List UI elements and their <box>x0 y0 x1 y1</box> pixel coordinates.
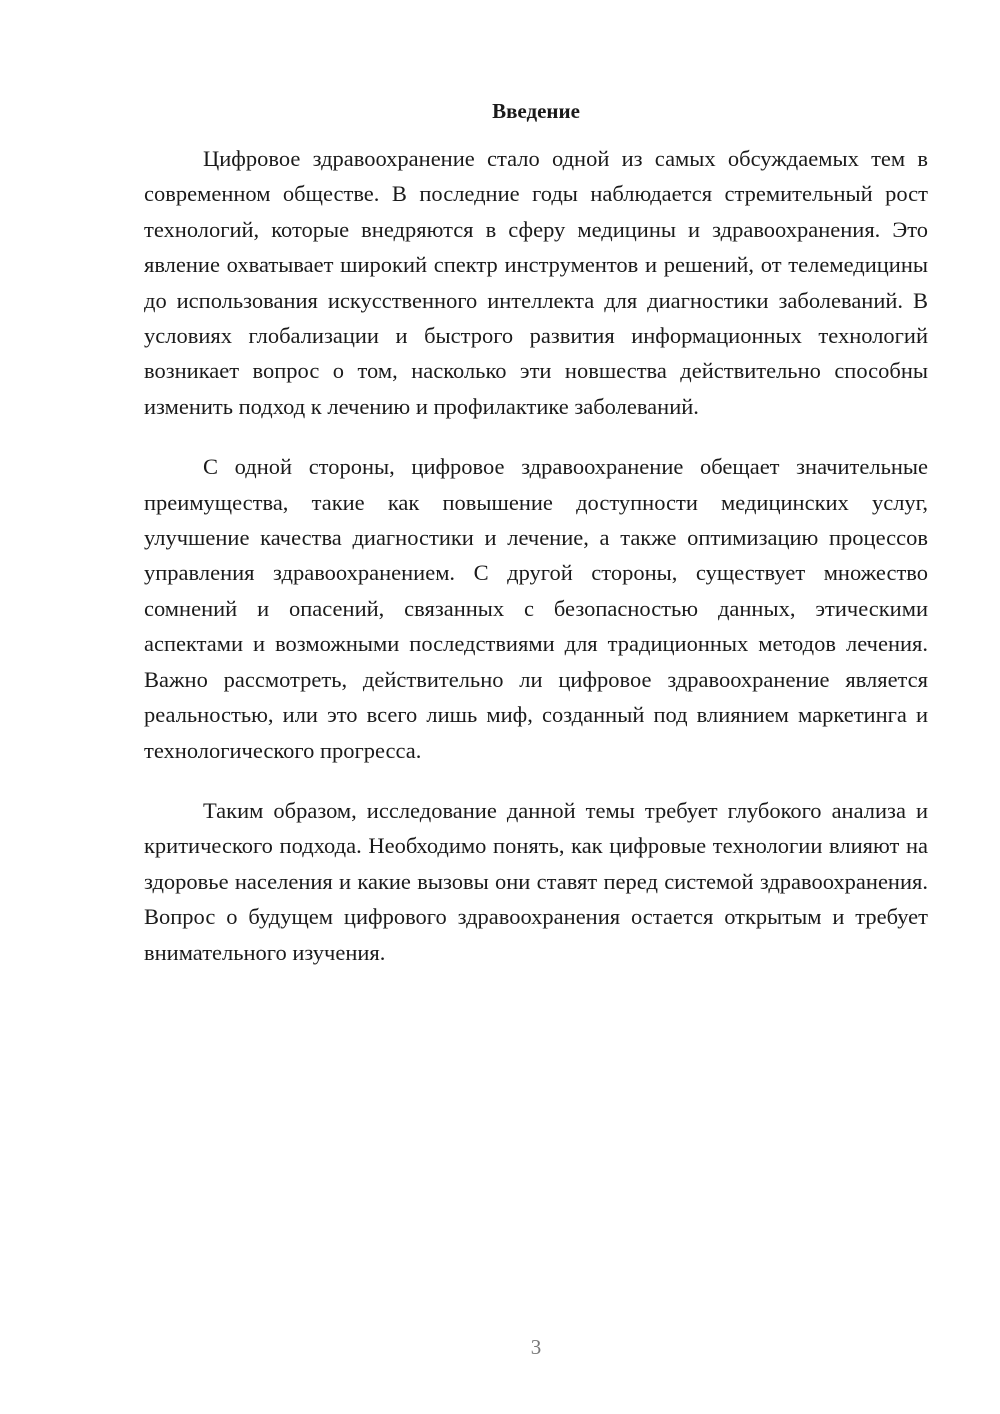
section-heading: Введение <box>492 99 580 123</box>
paragraph-1: Цифровое здравоохранение стало одной из самых обсуждаемых тем в современном обществе. В последние годы наблюдается стремительный рост технологий, которые внедряются в сферу медицины и здравоохранения. Это явление охватывает широкий спектр инструментов и решений, от телемедицины до использования искусственного интеллекта для диагностики заболеваний. В условиях глобализации и быстрого развития информационных технологий возникает вопрос о том, насколько эти новшества действительно способны изменить подход к лечению и профилактике заболеваний. <box>144 146 928 419</box>
paragraph-2: С одной стороны, цифровое здравоохранение обещает значительные преимущества, такие как повышение доступности медицинских услуг, улучшение качества диагностики и лечение, а также оптимизацию процессов управления здравоохранением. С другой стороны, существует множество сомнений и опасений, связанных с безопасностью данных, этическими аспектами и возможными последствиями для традиционных методов лечения. Важно рассмотреть, действительно ли цифровое здравоохранение является реальностью, или это всего лишь миф, созданный под влиянием маркетинга и технологического прогресса. <box>144 454 928 763</box>
body-text <box>144 141 928 995</box>
page-number: 3 <box>530 1335 542 1359</box>
paragraph-3: Таким образом, исследование данной темы требует глубокого анализа и критического подхода. Необходимо понять, как цифровые технологии влияют на здоровье населения и какие вызовы они ставят перед системой здравоохранения. Вопрос о будущем цифрового здравоохранения остается открытым и требует внимательного изучения. <box>144 797 928 965</box>
